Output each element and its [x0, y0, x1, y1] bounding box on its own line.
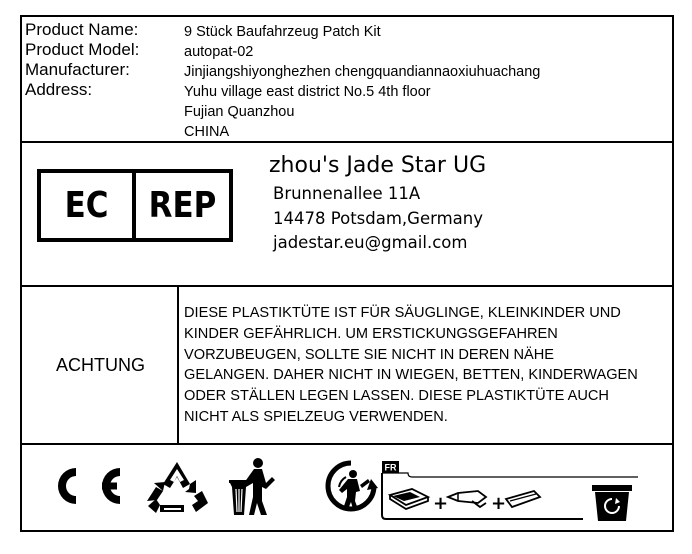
ec-rep-company: zhou's Jade Star UG: [269, 153, 487, 178]
divider: [22, 285, 672, 287]
ec-rep-email: jadestar.eu@gmail.com: [273, 233, 468, 252]
tidyman-icon: [228, 457, 276, 517]
warning-title: ACHTUNG: [56, 355, 145, 375]
warning-line: DIESE PLASTIKTÜTE IST FÜR SÄUGLINGE, KLEINKINDER UND: [184, 305, 621, 321]
product-info-values: [184, 22, 540, 142]
ec-rep-address: [273, 182, 483, 256]
recycle-icon: [144, 459, 210, 515]
warning-line: VORZUBEUGEN, SOLLTE SIE NICHT IN DEREN NÄHE: [184, 346, 555, 363]
ec-rep-badge: [37, 169, 233, 242]
warning-text: [184, 303, 676, 428]
address-value: Yuhu village east district No.5 4th floor: [184, 84, 431, 100]
ec-rep-street: Brunnenallee 11A: [273, 184, 421, 203]
svg-text:+: +: [491, 493, 507, 514]
svg-text:+: +: [433, 493, 449, 514]
ec-badge-text: EC: [64, 185, 109, 226]
product-model-key: Product Model:: [25, 40, 140, 59]
sorting-info-icon: [378, 453, 644, 523]
address-country: CHINA: [184, 124, 230, 140]
warning-line: ODER STÄLLEN LEGEN LASSEN. DIESE PLASTIKTÜTE AUCH: [184, 388, 609, 405]
recycling-bin-icon: [592, 485, 632, 521]
manufacturer-value: Jinjiangshiyonghezhen chengquandiannaoxiuhuachang: [184, 64, 541, 80]
rep-badge-text: REP: [148, 185, 217, 226]
divider: [22, 443, 672, 445]
ce-mark-icon: [40, 464, 124, 508]
warning-line: NICHT ALS SPIELZEUG VERWENDEN.: [184, 408, 448, 425]
address-key: Address:: [25, 80, 93, 99]
warning-line: KINDER GEFÄHRLICH. UM ERSTICKUNGSGEFAHREN: [184, 325, 558, 342]
product-info-keys: [25, 20, 139, 100]
divider: [22, 141, 672, 143]
box-item-icon: [390, 489, 428, 509]
product-name-key: Product Name:: [25, 20, 139, 39]
address-city: Fujian Quanzhou: [184, 104, 295, 120]
product-label: [20, 15, 674, 532]
ec-rep-city: 14478 Potsdam,Germany: [273, 208, 483, 228]
product-name-value: 9 Stück Baufahrzeug Patch Kit: [184, 24, 381, 40]
ec-rep-separator: [132, 173, 136, 238]
triman-icon: [322, 457, 380, 515]
product-model-value: autopat-02: [184, 44, 254, 60]
bag-item-icon: [506, 491, 540, 507]
triman-country-code: FR: [384, 462, 397, 473]
wrapper-item-icon: [448, 491, 486, 507]
warning-line: GELANGEN. DAHER NICHT IN WIEGEN, BETTEN, KINDERWAGEN: [184, 367, 638, 384]
manufacturer-key: Manufacturer:: [25, 60, 130, 79]
